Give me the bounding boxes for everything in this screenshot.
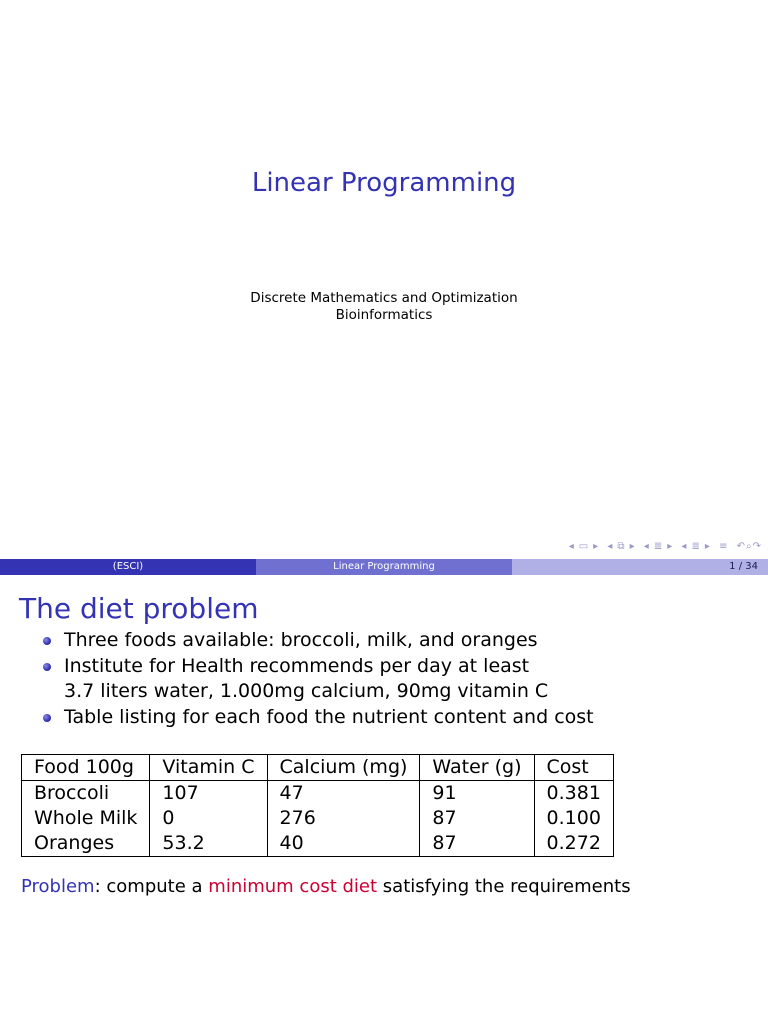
bullet-text-continuation: 3.7 liters water, 1.000mg calcium, 90mg vitamin C — [64, 680, 549, 702]
subtitle-line-course: Discrete Mathematics and Optimization — [250, 290, 518, 306]
footer-author: (ESCI) — [0, 559, 256, 575]
table-cell: 0.272 — [534, 831, 613, 857]
nav-next-part-icon[interactable]: ▸ — [704, 541, 711, 552]
bullet-icon — [43, 663, 51, 671]
table-cell: 0.381 — [534, 781, 613, 807]
table-cell: 91 — [420, 781, 534, 807]
nav-prev-section-icon[interactable]: ◂ — [643, 541, 650, 552]
bullet-text: Three foods available: broccoli, milk, and oranges — [64, 629, 538, 651]
nutrient-table — [21, 754, 614, 857]
bullet-item — [40, 705, 760, 731]
table-cell: Whole Milk — [22, 806, 150, 831]
slide-title: The diet problem — [19, 592, 259, 625]
nav-next-section-icon[interactable]: ▸ — [667, 541, 674, 552]
header-cell: Calcium (mg) — [267, 755, 420, 781]
table-cell: 276 — [267, 806, 420, 831]
bullet-text: Institute for Health recommends per day at least — [64, 654, 530, 677]
subtitle — [0, 290, 768, 324]
header-cell: Vitamin C — [150, 755, 267, 781]
subtitle-line-program: Bioinformatics — [335, 307, 433, 323]
nav-frame-icon[interactable]: ▭ — [578, 541, 590, 552]
problem-statement — [21, 876, 631, 897]
nav-next-subsection-icon[interactable]: ▸ — [629, 541, 636, 552]
nav-section-icon[interactable]: ≣ — [653, 541, 664, 552]
table-row — [22, 781, 614, 807]
bullet-item — [40, 628, 760, 654]
table-cell: 87 — [420, 806, 534, 831]
nav-search-icon[interactable]: ↶⌕↷ — [736, 541, 762, 552]
diet-problem-slide — [0, 576, 768, 1024]
table-header-row — [22, 755, 614, 781]
nav-prev-frame-icon[interactable]: ◂ — [568, 541, 575, 552]
nav-part-icon[interactable]: ≣ — [691, 541, 701, 552]
table-cell: Broccoli — [22, 781, 150, 807]
bullet-list — [40, 628, 760, 730]
bullet-icon — [43, 714, 51, 722]
problem-text-start: compute a — [100, 876, 209, 897]
table-cell: 107 — [150, 781, 267, 807]
bullet-item — [40, 654, 760, 705]
header-cell: Water (g) — [420, 755, 534, 781]
nav-prev-subsection-icon[interactable]: ◂ — [607, 541, 614, 552]
presentation-title: Linear Programming — [251, 168, 517, 198]
bullet-text: Table listing for each food the nutrient content and cost — [64, 705, 594, 728]
table-cell: 0 — [150, 806, 267, 831]
problem-label: Problem — [21, 876, 95, 897]
nav-subsection-icon[interactable]: ⧉ — [617, 541, 626, 552]
bullet-icon — [43, 637, 51, 645]
problem-highlight: minimum cost diet — [208, 876, 378, 897]
slide-footer — [0, 559, 768, 575]
nav-align-icon[interactable]: ≡ — [719, 541, 729, 552]
beamer-navigation — [565, 541, 762, 552]
table-cell: 0.100 — [534, 806, 613, 831]
footer-title: Linear Programming — [256, 559, 512, 575]
table-cell: 53.2 — [150, 831, 267, 857]
header-cell: Cost — [534, 755, 613, 781]
problem-colon: : — [94, 876, 101, 897]
table-row — [22, 806, 614, 831]
nav-prev-part-icon[interactable]: ◂ — [681, 541, 688, 552]
table-cell: Oranges — [22, 831, 150, 857]
footer-page-number: 1 / 34 — [729, 561, 758, 572]
header-cell: Food 100g — [22, 755, 150, 781]
footer-page-box — [512, 559, 768, 575]
table-cell: 87 — [420, 831, 534, 857]
table-cell: 47 — [267, 781, 420, 807]
nav-next-frame-icon[interactable]: ▸ — [593, 541, 600, 552]
table-cell: 40 — [267, 831, 420, 857]
table-row — [22, 831, 614, 857]
problem-text-end: satisfying the requirements — [377, 876, 631, 897]
